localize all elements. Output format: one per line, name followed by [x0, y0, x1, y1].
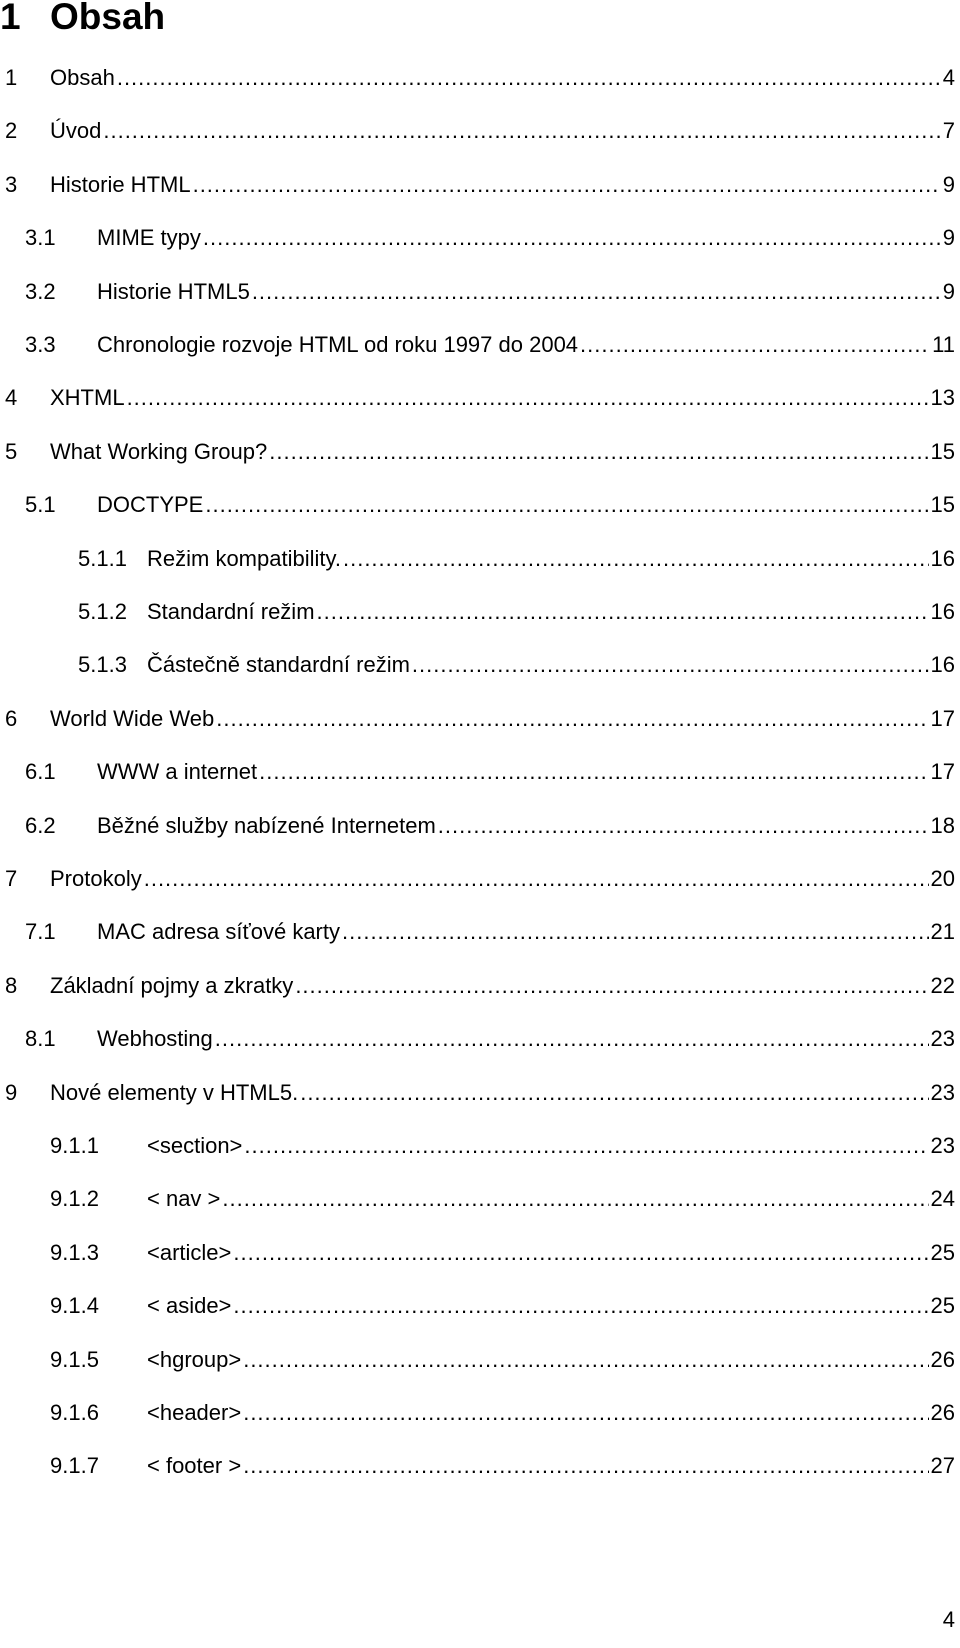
toc-entry-number: 6.1: [25, 759, 56, 785]
toc-entry-number: 3.3: [25, 332, 56, 357]
toc-entry-number: 2: [5, 118, 18, 144]
toc-entry-page: 16: [930, 599, 955, 624]
toc-entry-number: 3.1: [25, 225, 56, 251]
toc-entry-number: 8.1: [25, 1026, 56, 1052]
toc-dot-leader: [117, 60, 941, 96]
toc-entry[interactable]: [0, 220, 955, 256]
toc-entry-title: XHTML: [50, 385, 125, 411]
toc-entry-number: 9: [5, 1079, 18, 1105]
toc-dot-leader: [438, 808, 929, 844]
toc-entry-page: 26: [930, 1400, 955, 1425]
toc-entry[interactable]: [0, 541, 955, 577]
toc-entry[interactable]: [0, 701, 955, 737]
toc-dot-leader: [103, 113, 940, 149]
toc-entry-title: < nav >: [147, 1186, 221, 1212]
toc-dot-leader: [300, 1075, 928, 1111]
toc-entry-page: 16: [930, 545, 955, 571]
toc-entry-number: 7.1: [25, 919, 56, 945]
toc-entry-title: MIME typy: [97, 225, 201, 251]
toc-entry-title: < footer >: [147, 1453, 242, 1479]
toc-dot-leader: [193, 167, 941, 203]
heading-title: Obsah: [50, 0, 166, 37]
toc-entry-number: 9.1.7: [50, 1453, 99, 1479]
toc-entry[interactable]: [0, 1342, 955, 1378]
toc-entry-title: Historie HTML5: [97, 278, 250, 304]
toc-entry-page: 17: [930, 705, 955, 731]
toc-entry-number: 5: [5, 438, 18, 464]
toc-entry-number: 6.2: [25, 812, 56, 838]
toc-entry-title: Úvod: [50, 118, 102, 144]
toc-entry-title: <header>: [147, 1400, 242, 1425]
toc-entry[interactable]: [0, 1075, 955, 1111]
toc-entry-number: 7: [5, 866, 18, 891]
toc-entry[interactable]: [0, 274, 955, 310]
toc-entry-title: What Working Group?: [50, 438, 268, 464]
toc-entry-page: 27: [930, 1453, 955, 1479]
toc-entry-number: 9.1.1: [50, 1133, 99, 1158]
toc-entry[interactable]: [0, 60, 955, 96]
toc-entry-page: 7: [942, 118, 955, 144]
toc-entry[interactable]: [0, 914, 955, 950]
toc-dot-leader: [144, 861, 929, 897]
toc-entry-title: WWW a internet: [97, 759, 258, 785]
toc-dot-leader: [343, 541, 929, 577]
toc-entry[interactable]: [0, 1128, 955, 1164]
toc-dot-leader: [580, 327, 930, 363]
toc-entry-number: 5.1: [25, 492, 56, 518]
toc-entry[interactable]: [0, 167, 955, 203]
toc-entry-title: <section>: [147, 1133, 243, 1158]
toc-dot-leader: [215, 1021, 929, 1057]
toc-entry-title: DOCTYPE: [97, 492, 204, 518]
toc-entry-page: 21: [930, 919, 955, 945]
toc-entry-title: Režim kompatibility.: [147, 545, 341, 571]
toc-entry[interactable]: [0, 1181, 955, 1217]
toc-entry[interactable]: [0, 1235, 955, 1271]
toc-entry-page: 17: [930, 759, 955, 785]
toc-dot-leader: [243, 1448, 928, 1484]
toc-entry-number: 4: [5, 385, 18, 411]
toc-entry-page: 16: [930, 652, 955, 678]
toc-dot-leader: [203, 220, 941, 256]
toc-dot-leader: [243, 1395, 928, 1431]
toc-dot-leader: [295, 968, 928, 1004]
toc-entry-title: Historie HTML: [50, 171, 191, 197]
toc-entry-page: 23: [930, 1079, 955, 1105]
toc-dot-leader: [127, 380, 929, 416]
toc-entry[interactable]: [0, 327, 955, 363]
toc-entry[interactable]: [0, 434, 955, 470]
toc-entry-page: 13: [930, 385, 955, 411]
page-number: 4: [942, 1607, 955, 1632]
toc-dot-leader: [222, 1181, 928, 1217]
toc-entry-title: Obsah: [50, 65, 115, 90]
toc-entry-page: 24: [930, 1186, 955, 1212]
toc-dot-leader: [233, 1235, 928, 1271]
toc-entry-page: 23: [930, 1133, 955, 1158]
toc-entry[interactable]: [0, 487, 955, 523]
toc-entry-page: 15: [930, 492, 955, 518]
toc-entry-page: 18: [930, 812, 955, 838]
toc-entry-number: 9.1.3: [50, 1239, 99, 1265]
toc-entry[interactable]: [0, 647, 955, 683]
toc-entry[interactable]: [0, 1288, 955, 1324]
toc-entry-page: 15: [930, 438, 955, 464]
toc-entry-number: 9.1.5: [50, 1346, 99, 1372]
toc-entry[interactable]: [0, 594, 955, 630]
toc-entry[interactable]: [0, 1448, 955, 1484]
toc-dot-leader: [243, 1342, 928, 1378]
toc-entry-page: 4: [942, 65, 955, 90]
toc-entry[interactable]: [0, 113, 955, 149]
toc-entry[interactable]: [0, 1021, 955, 1057]
toc-entry-title: <article>: [147, 1239, 232, 1265]
toc-entry-title: Základní pojmy a zkratky: [50, 972, 294, 998]
toc-entry[interactable]: [0, 380, 955, 416]
toc-entry-title: MAC adresa síťové karty: [97, 919, 340, 945]
toc-entry-page: 9: [942, 278, 955, 304]
toc-entry-number: 9.1.4: [50, 1293, 99, 1319]
toc-entry-title: < aside>: [147, 1293, 232, 1319]
toc-entry[interactable]: [0, 861, 955, 897]
toc-entry-page: 22: [930, 972, 955, 998]
toc-entry-page: 11: [932, 332, 955, 357]
toc-entry-number: 9.1.6: [50, 1400, 99, 1425]
toc-dot-leader: [317, 594, 929, 630]
toc-dot-leader: [216, 701, 928, 737]
toc-entry-page: 23: [930, 1026, 955, 1052]
toc-entry-number: 9.1.2: [50, 1186, 99, 1212]
toc-entry-title: Nové elementy v HTML5.: [50, 1079, 299, 1105]
toc-entry-number: 3: [5, 171, 18, 197]
toc-entry-page: 25: [930, 1239, 955, 1265]
toc-entry-title: Běžné služby nabízené Internetem: [97, 812, 436, 838]
toc-dot-leader: [205, 487, 928, 523]
toc-entry-title: Standardní režim: [147, 599, 315, 624]
toc-entry-title: Protokoly: [50, 866, 142, 891]
toc-entry-number: 1: [5, 65, 18, 90]
toc-entry-page: 9: [942, 171, 955, 197]
toc-dot-leader: [342, 914, 929, 950]
toc-entry[interactable]: [0, 1395, 955, 1431]
toc-entry[interactable]: [0, 968, 955, 1004]
toc-entry-page: 9: [942, 225, 955, 251]
toc-entry-number: 3.2: [25, 278, 56, 304]
toc-entry-page: 25: [930, 1293, 955, 1319]
heading-number: 1: [0, 0, 21, 37]
toc-entry-title: <hgroup>: [147, 1346, 242, 1372]
toc-entry-title: Částečně standardní režim: [147, 652, 410, 678]
toc-entry[interactable]: [0, 754, 955, 790]
toc-entry-page: 20: [930, 866, 955, 891]
toc-entry-title: World Wide Web: [50, 705, 215, 731]
toc-dot-leader: [259, 754, 928, 790]
toc-entry-number: 8: [5, 972, 18, 998]
toc-entry-number: 5.1.2: [78, 599, 127, 624]
toc-entry-number: 6: [5, 705, 18, 731]
toc-entry-number: 5.1.3: [78, 652, 127, 678]
toc-entry-number: 5.1.1: [78, 545, 127, 571]
toc-dot-leader: [269, 434, 928, 470]
toc-entry-title: Chronologie rozvoje HTML od roku 1997 do 2004: [97, 332, 579, 357]
toc-dot-leader: [412, 647, 929, 683]
toc-entry[interactable]: [0, 808, 955, 844]
toc-entry-title: Webhosting: [97, 1026, 213, 1052]
toc-entry-page: 26: [930, 1346, 955, 1372]
toc-dot-leader: [244, 1128, 928, 1164]
toc-dot-leader: [252, 274, 941, 310]
toc-dot-leader: [233, 1288, 928, 1324]
